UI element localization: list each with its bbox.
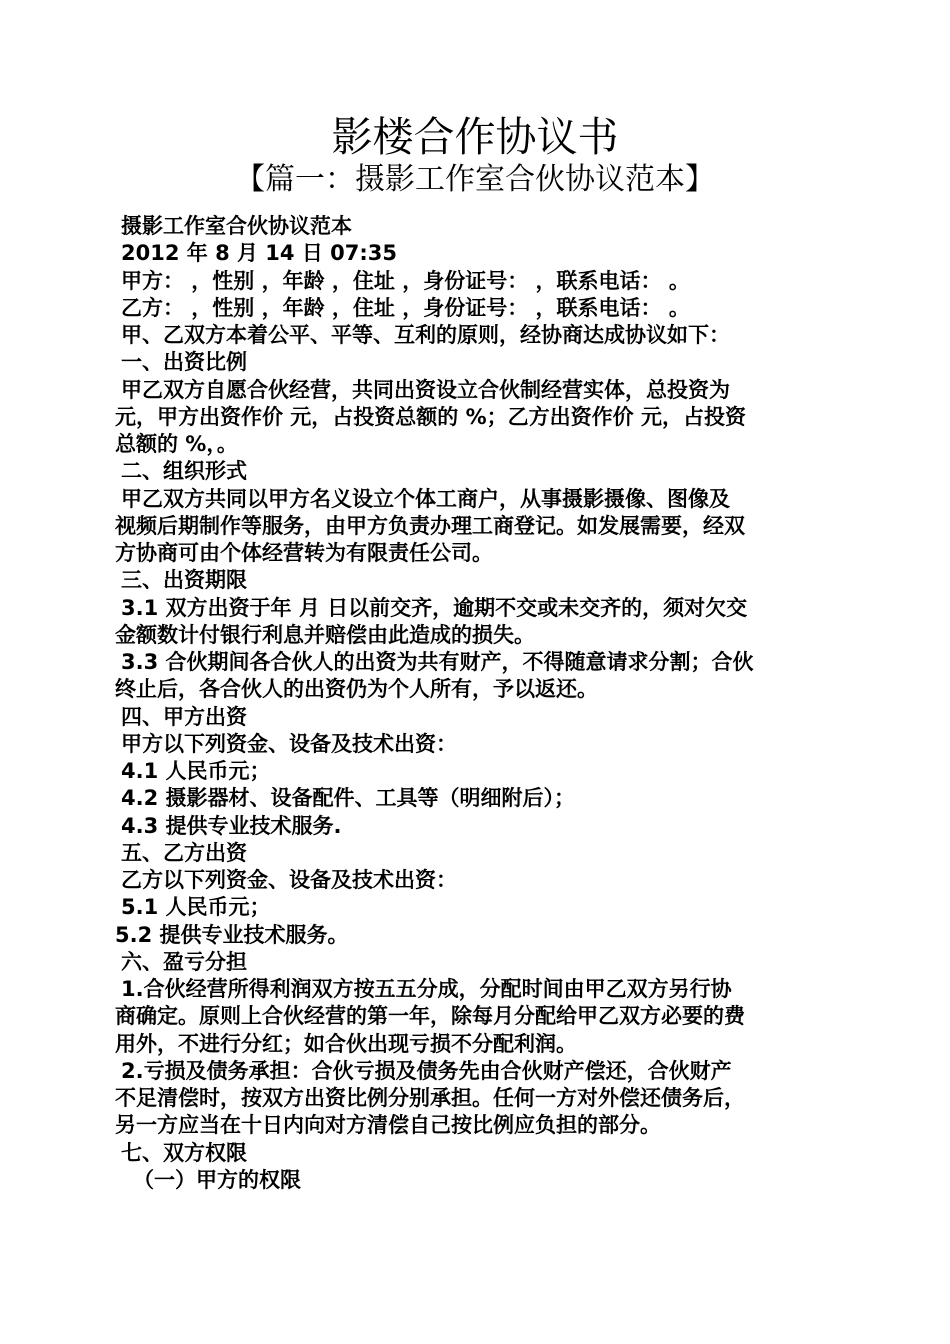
body-line: 乙方以下列资金、设备及技术出资： bbox=[121, 868, 457, 892]
section-heading: 三、出资期限 bbox=[121, 568, 247, 593]
section-heading: 五、乙方出资 bbox=[121, 840, 247, 865]
subsection-heading: （一）甲方的权限 bbox=[133, 1167, 301, 1192]
body-line: 商确定。原则上合伙经营的第一年，除每月分配给甲乙双方必要的费 bbox=[115, 1004, 745, 1029]
body-line: 1.合伙经营所得利润双方按五五分成，分配时间由甲乙双方另行协 bbox=[121, 977, 732, 1001]
section-heading: 六、盈亏分担 bbox=[121, 949, 247, 974]
document-subtitle: 【篇一：摄影工作室合伙协议范本】 bbox=[235, 162, 715, 197]
section-heading: 七、双方权限 bbox=[121, 1140, 247, 1165]
section-heading: 二、组织形式 bbox=[121, 459, 247, 484]
body-line: 2.亏损及债务承担：合伙亏损及债务先由合伙财产偿还，合伙财产 bbox=[121, 1058, 732, 1083]
body-line: 乙方： ，性别 ，年龄 ，住址 ，身份证号： ，联系电话： 。 bbox=[121, 295, 690, 320]
body-line: 甲乙双方共同以甲方名义设立个体工商户，从事摄影摄像、图像及 bbox=[121, 486, 730, 511]
section-heading: 四、甲方出资 bbox=[121, 704, 247, 729]
body-line: 4.2 摄影器材、设备配件、工具等（明细附后）； bbox=[121, 786, 576, 811]
body-line: 甲方以下列资金、设备及技术出资： bbox=[121, 731, 457, 756]
body-line: 不足清偿时，按双方出资比例分别承担。任何一方对外偿还债务后， bbox=[115, 1086, 745, 1110]
body-line: 3.1 双方出资于年 月 日以前交齐，逾期不交或未交齐的，须对欠交 bbox=[121, 595, 748, 620]
body-line: 元，甲方出资作价 元，占投资总额的 %；乙方出资作价 元，占投资 bbox=[115, 404, 746, 429]
body-line: 甲方： ，性别 ，年龄 ，住址 ，身份证号： ，联系电话： 。 bbox=[121, 268, 690, 293]
body-line: 甲、乙双方本着公平、平等、互利的原则，经协商达成协议如下： bbox=[121, 323, 730, 347]
body-line: 金额数计付银行利息并赔偿由此造成的损失。 bbox=[115, 622, 535, 647]
body-line: 2012 年 8 月 14 日 07:35 bbox=[121, 241, 397, 266]
body-line: 摄影工作室合伙协议范本 bbox=[121, 214, 352, 238]
body-line: 用外，不进行分红；如合伙出现亏损不分配利润。 bbox=[115, 1031, 577, 1056]
body-line: 3.3 合伙期间各合伙人的出资为共有财产，不得随意请求分割；合伙 bbox=[121, 650, 754, 674]
document-title: 影楼合作协议书 bbox=[331, 113, 619, 161]
body-line: 4.1 人民币元； bbox=[121, 759, 271, 783]
body-line: 视频后期制作等服务，由甲方负责办理工商登记。如发展需要，经双 bbox=[115, 513, 745, 538]
document-body bbox=[115, 213, 850, 1194]
body-line: 终止后，各合伙人的出资仍为个人所有，予以返还。 bbox=[115, 677, 598, 702]
body-line: 方协商可由个体经营转为有限责任公司。 bbox=[115, 541, 493, 565]
body-line: 5.2 提供专业技术服务。 bbox=[115, 922, 349, 947]
body-line: 4.3 提供专业技术服务. bbox=[121, 813, 342, 838]
section-heading: 一、出资比例 bbox=[121, 350, 247, 375]
body-line: 总额的 %，。 bbox=[115, 432, 238, 456]
body-line: 5.1 人民币元； bbox=[121, 895, 271, 920]
body-line: 甲乙双方自愿合伙经营，共同出资设立合伙制经营实体，总投资为 bbox=[121, 377, 730, 402]
body-line: 另一方应当在十日内向对方清偿自己按比例应负担的部分。 bbox=[115, 1113, 661, 1138]
